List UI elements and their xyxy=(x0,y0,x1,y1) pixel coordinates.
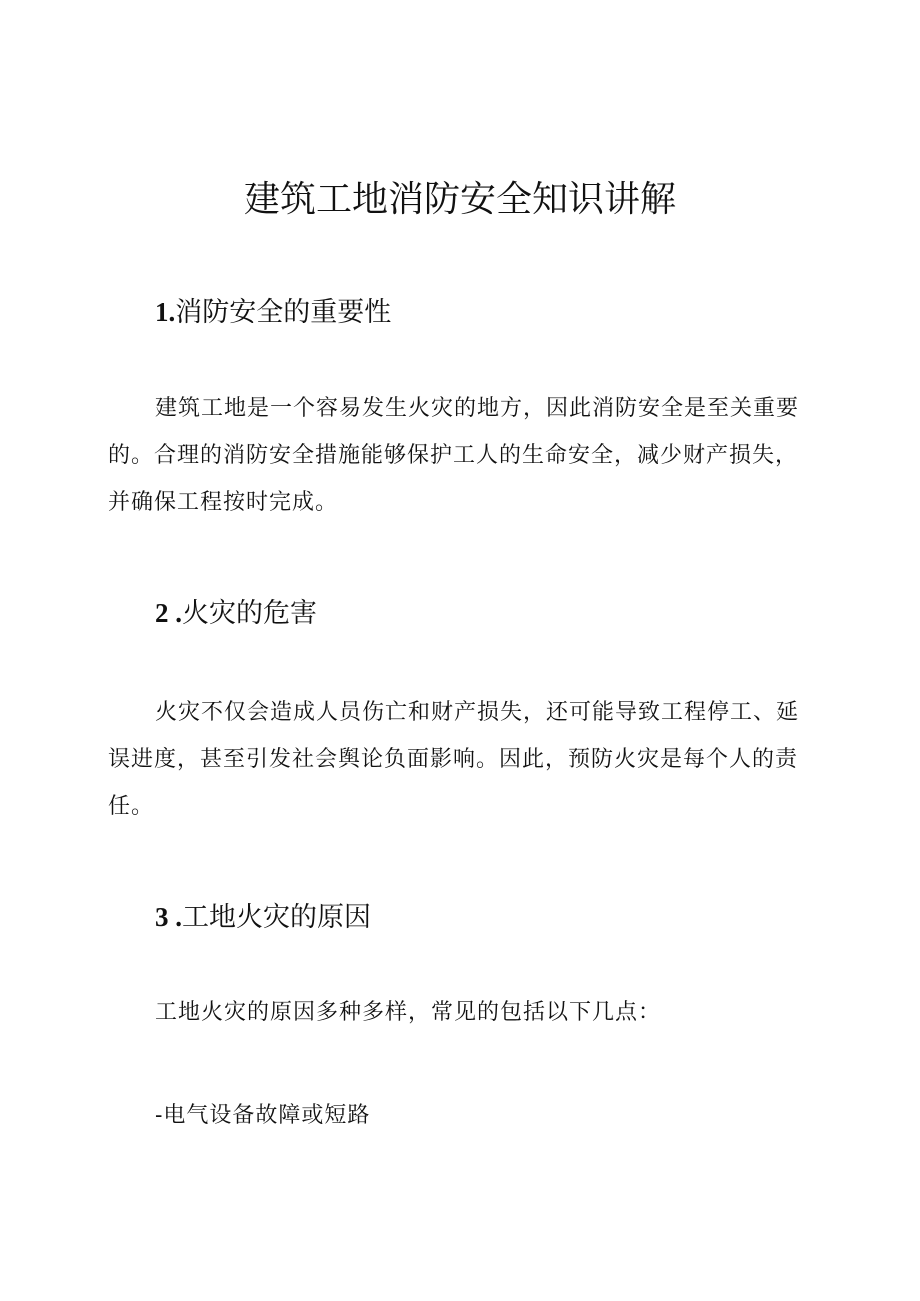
section-2-title: 火灾的危害 xyxy=(182,598,317,629)
section-2-number: 2 . xyxy=(155,598,182,628)
section-2-paragraph: 火灾不仅会造成人员伤亡和财产损失，还可能导致工程停工、延误进度，甚至引发社会舆论负面影响。因此，预防火灾是每个人的责任。 xyxy=(108,700,800,819)
section-3-number: 3 . xyxy=(155,902,182,932)
section-1-title: 消防安全的重要性 xyxy=(175,297,392,328)
section-2-heading xyxy=(155,593,317,634)
section-3-heading xyxy=(155,897,371,938)
section-3-title: 工地火灾的原因 xyxy=(182,902,371,933)
section-1-paragraph: 建筑工地是一个容易发生火灾的地方，因此消防安全是至关重要的。合理的消防安全措施能够保护工人的生命安全，减少财产损失，并确保工程按时完成。 xyxy=(108,396,800,515)
section-3-paragraph: 工地火灾的原因多种多样，常见的包括以下几点： xyxy=(155,1000,662,1025)
document-title: 建筑工地消防安全知识讲解 xyxy=(243,179,676,220)
section-1-heading xyxy=(155,292,391,333)
list-item: -电气设备故障或短路 xyxy=(155,1103,371,1128)
section-1-number: 1. xyxy=(155,297,176,327)
